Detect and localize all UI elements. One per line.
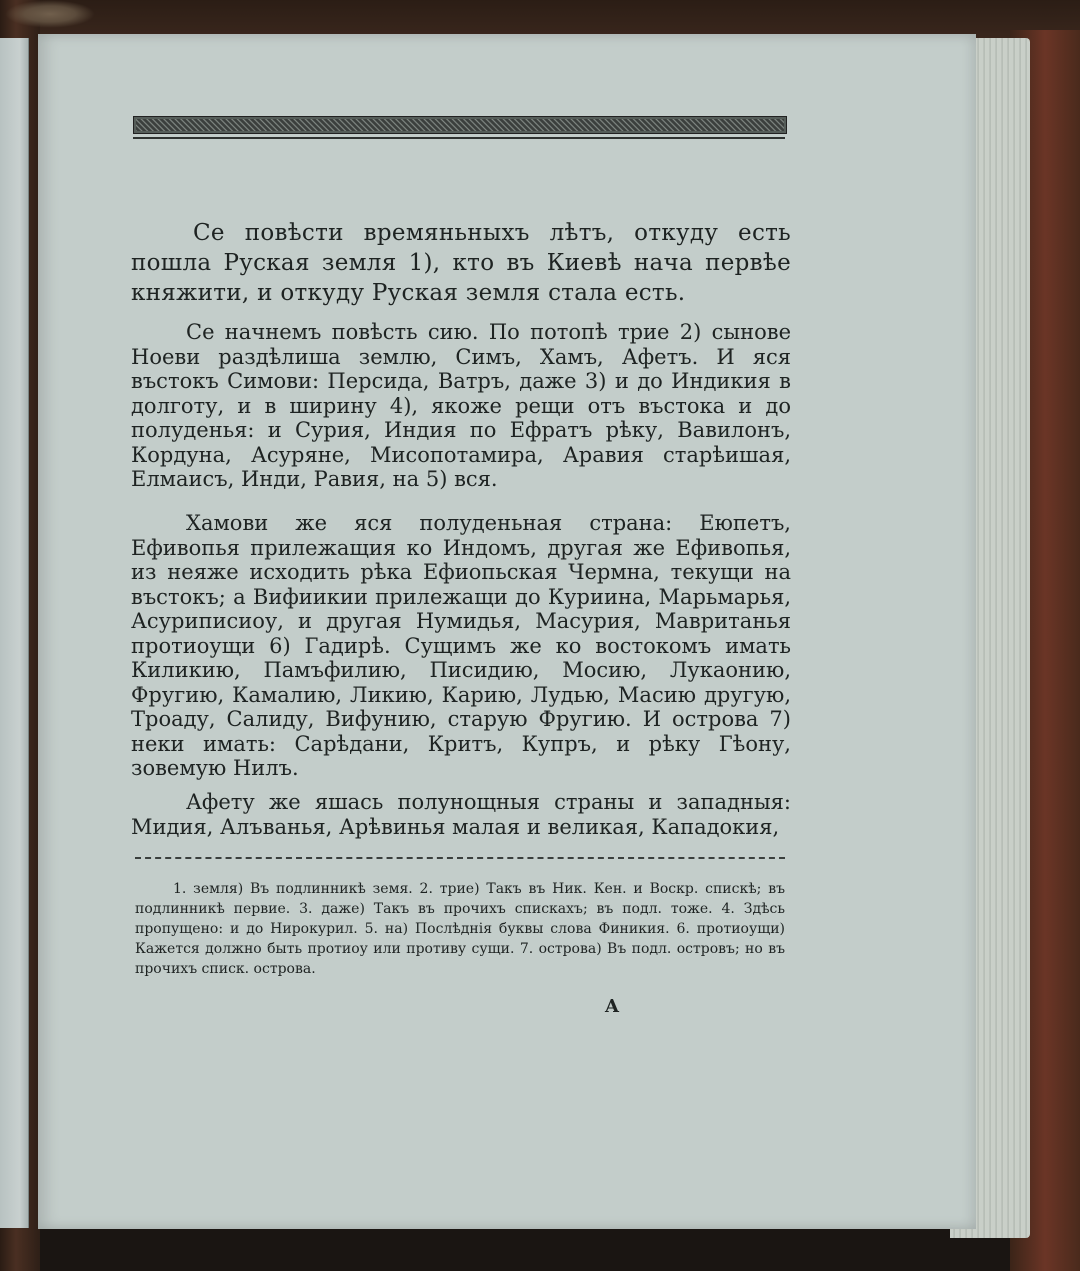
book-page — [38, 34, 976, 1229]
paragraph-2 — [131, 511, 791, 781]
paragraph-3 — [131, 790, 791, 839]
footnotes-text: 1. земля) Въ подлинникѣ земя. 2. трие) Такъ въ Ник. Кен. и Воскр. спискѣ; въ подлинникѣ первие. 3. даже) Такъ въ прочихъ спискахъ; въ подл. тоже. 4. Здѣсь пропущено: и до Нирокурил. 5. на) Послѣднія буквы слова Финикия. 6. протиоущи) Кажется должно быть протиоу или противу сущи. 7. острова) Въ подл. островъ; но въ прочихъ списк. острова. — [135, 881, 785, 977]
header-ornament-rule — [133, 137, 785, 139]
signature-mark: A — [605, 996, 619, 1017]
paragraph-1 — [131, 320, 791, 492]
left-page-edge — [0, 38, 29, 1228]
footnote-separator — [135, 857, 785, 859]
title-paragraph — [131, 218, 791, 308]
footnotes — [135, 879, 785, 979]
header-ornament-band — [133, 116, 787, 134]
title-text: Се повѣсти времяньныхъ лѣтъ, откуду есть пошла Руская земля 1), кто въ Киевѣ нача первѣе княжити, и откуду Руская земля стала есть. — [131, 220, 791, 306]
paragraph-1-text: Се начнемъ повѣсть сию. По потопѣ трие 2) сынове Ноеви раздѣлиша землю, Симъ, Хамъ, Афетъ. И яся въстокъ Симови: Персида, Ватръ, даже 3) и до Индикия в долготу, и в ширину 4), якоже рещи отъ въстока и до полуденья: и Сурия, Индия по Ефратъ рѣку, Вавилонъ, Кордуна, Асуряне, Мисопотамира, Аравия старѣишая, Елмаисъ, Инди, Равия, на 5) вся. — [131, 320, 791, 491]
binding-thread — [5, 0, 95, 28]
paragraph-3-text: Афету же яшась полунощныя страны и западныя: Мидия, Алъванья, Арѣвинья малая и великая, Кападокия, — [131, 790, 791, 839]
paragraph-2-text: Хамови же яся полуденьная страна: Еюпетъ, Ефивопья прилежащия ко Индомъ, другая же Ефивопья, из неяже исходить рѣка Ефиопьская Чермна, текущи на въстокъ; а Вифиикии прилежащи до Куриина, Марьмарья, Асуриписиоу, и другая Нумидья, Масурия, Мавританья протиоущи 6) Гадирѣ. Сущимъ же ко востокомъ имать Киликию, Памъфилию, Писидию, Мосию, Лукаонию, Фругию, Камалию, Ликию, Карию, Лудью, Масию другую, Троаду, Салиду, Вифунию, старую Фругию. И острова 7) неки имать: Сарѣдани, Критъ, Купръ, и рѣку Гѣону, зовемую Нилъ. — [131, 511, 791, 780]
